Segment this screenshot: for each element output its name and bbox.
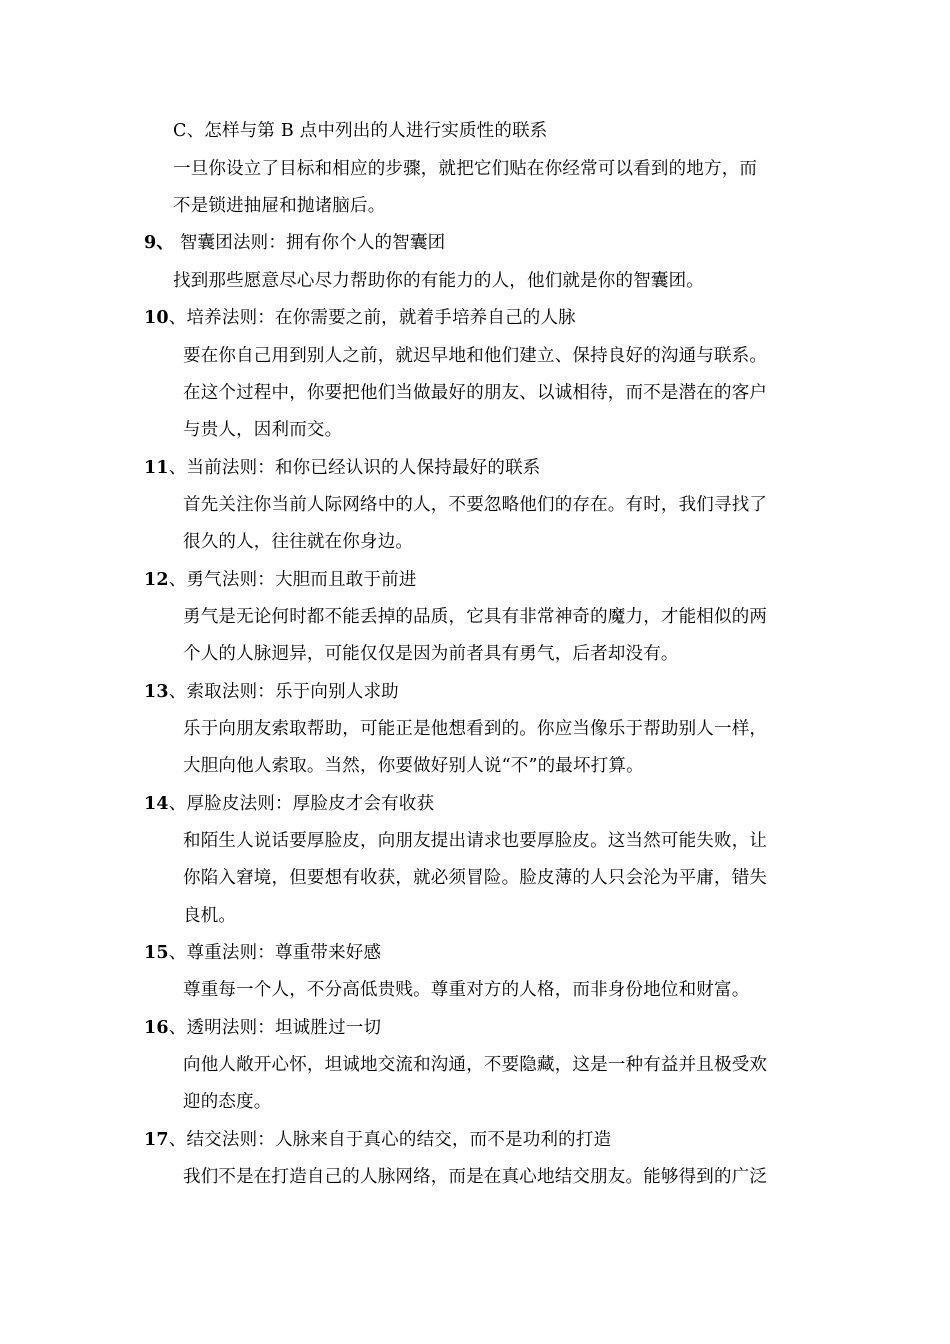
section-number: 11 xyxy=(144,458,169,478)
text-line: 不是锁进抽屉和抛诸脑后。 xyxy=(173,196,386,216)
text-line: 向他人敞开心怀，坦诚地交流和沟通，不要隐藏，这是一种有益并且极受欢 xyxy=(183,1055,768,1075)
section-title: 、结交法则：人脉来自于真心的结交，而不是功利的打造 xyxy=(168,1130,612,1150)
section-title: 、索取法则：乐于向别人求助 xyxy=(168,682,399,702)
text-line: 很久的人，往往就在你身边。 xyxy=(183,532,414,552)
text-line: 个人的人脉迥异，可能仅仅是因为前者具有勇气，后者却没有。 xyxy=(183,644,679,664)
section-title: 、厚脸皮法则：厚脸皮才会有收获 xyxy=(168,794,435,814)
section-heading-10 xyxy=(144,306,576,330)
section-heading-11 xyxy=(144,456,540,480)
text-line: 迎的态度。 xyxy=(183,1092,272,1112)
section-title: 、尊重法则：尊重带来好感 xyxy=(168,943,382,963)
text-line: 与贵人，因利而交。 xyxy=(183,420,343,440)
section-heading-12 xyxy=(144,568,417,592)
text-line: 一旦你设立了目标和相应的步骤，就把它们贴在你经常可以看到的地方，而 xyxy=(173,159,758,179)
text-line: 尊重每一个人，不分高低贵贱。尊重对方的人格，而非身份地位和财富。 xyxy=(183,980,750,1000)
text-line: 乐于向朋友索取帮助，可能正是他想看到的。你应当像乐于帮助别人一样， xyxy=(183,719,768,739)
section-title: 、勇气法则：大胆而且敢于前进 xyxy=(168,570,417,590)
section-heading-15 xyxy=(144,941,381,965)
text-line: 勇气是无论何时都不能丢掉的品质，它具有非常神奇的魔力，才能相似的两 xyxy=(183,607,768,627)
section-heading-17 xyxy=(144,1128,611,1152)
section-number: 12 xyxy=(144,570,169,590)
text-line: 我们不是在打造自己的人脉网络，而是在真心地结交朋友。能够得到的广泛 xyxy=(183,1167,768,1187)
text-line: 在这个过程中，你要把他们当做最好的朋友、以诚相待，而不是潜在的客户 xyxy=(183,383,768,403)
section-title: 、透明法则：坦诚胜过一切 xyxy=(168,1018,382,1038)
text-line: 大胆向他人索取。当然，你要做好别人说“不”的最坏打算。 xyxy=(183,756,644,776)
section-title: 、当前法则：和你已经认识的人保持最好的联系 xyxy=(168,458,541,478)
section-number: 15 xyxy=(144,943,169,963)
text-line: 和陌生人说话要厚脸皮，向朋友提出请求也要厚脸皮。这当然可能失败，让 xyxy=(183,831,768,851)
section-heading-9 xyxy=(144,231,445,255)
section-title: 、培养法则：在你需要之前，就着手培养自己的人脉 xyxy=(168,308,576,328)
section-number: 13 xyxy=(144,682,169,702)
section-number: 16 xyxy=(144,1018,169,1038)
text-line: C、怎样与第 B 点中列出的人进行实质性的联系 xyxy=(173,121,548,141)
text-line: 要在你自己用到别人之前，就迟早地和他们建立、保持良好的沟通与联系。 xyxy=(183,346,768,366)
section-heading-13 xyxy=(144,680,399,704)
section-heading-14 xyxy=(144,792,434,816)
section-number: 17 xyxy=(144,1130,169,1150)
text-line: 找到那些愿意尽心尽力帮助你的有能力的人，他们就是你的智囊团。 xyxy=(173,271,704,291)
section-number: 9、 xyxy=(144,233,175,253)
text-line: 首先关注你当前人际网络中的人，不要忽略他们的存在。有时，我们寻找了 xyxy=(183,495,768,515)
section-number: 14 xyxy=(144,794,169,814)
section-heading-16 xyxy=(144,1016,381,1040)
text-line: 你陷入窘境，但要想有收获，就必须冒险。脸皮薄的人只会沦为平庸，错失 xyxy=(183,868,768,888)
section-title: 智囊团法则：拥有你个人的智囊团 xyxy=(174,233,446,253)
text-line: 良机。 xyxy=(183,906,237,926)
section-number: 10 xyxy=(144,308,169,328)
